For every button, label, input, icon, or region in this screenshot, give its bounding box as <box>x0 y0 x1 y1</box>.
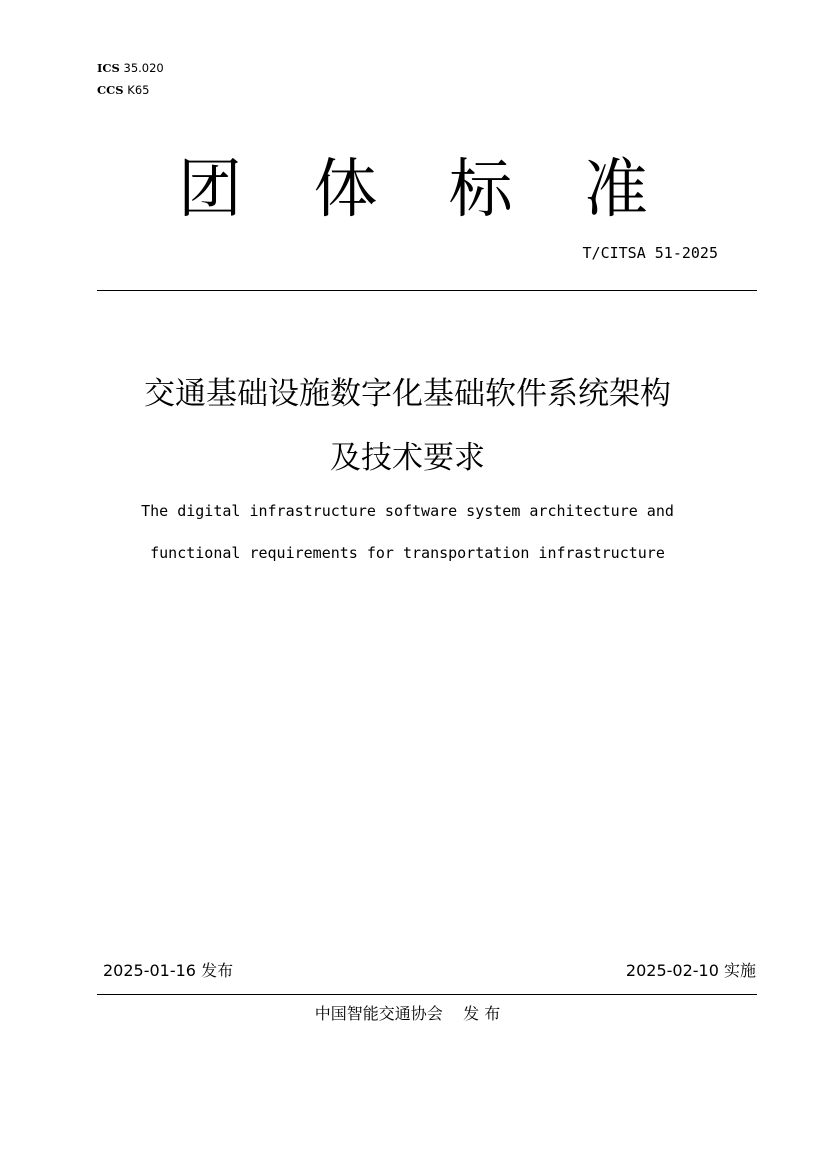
bottom-divider <box>97 994 757 995</box>
issue-date: 2025-01-16 发布 <box>103 961 234 980</box>
ics-label: ICS <box>97 61 120 75</box>
implementation-date: 2025-02-10 实施 <box>625 961 756 980</box>
publisher-line: 中国智能交通协会 发 布 <box>314 1004 501 1023</box>
english-title-line-1: The digital infrastructure software system architecture and <box>141 502 674 520</box>
doc-type-char-3: 标 <box>448 153 513 227</box>
ics-value: 35.020 <box>123 61 164 75</box>
chinese-title-line-1: 交通基础设施数字化基础软件系统架构 <box>144 376 671 412</box>
doc-type-char-4: 准 <box>583 153 648 227</box>
ics-classification <box>97 61 164 75</box>
ccs-label: CCS <box>97 83 124 97</box>
standard-number: T/CITSA 51-2025 <box>582 244 718 262</box>
top-divider <box>97 290 757 291</box>
chinese-title-line-2: 及技术要求 <box>330 440 485 476</box>
document-type-heading <box>178 152 648 228</box>
ccs-value: K65 <box>127 83 150 97</box>
ccs-classification <box>97 83 149 97</box>
doc-type-char-2: 体 <box>313 153 378 227</box>
doc-type-char-1: 团 <box>178 153 242 227</box>
english-title-line-2: functional requirements for transportation infrastructure <box>150 544 665 562</box>
